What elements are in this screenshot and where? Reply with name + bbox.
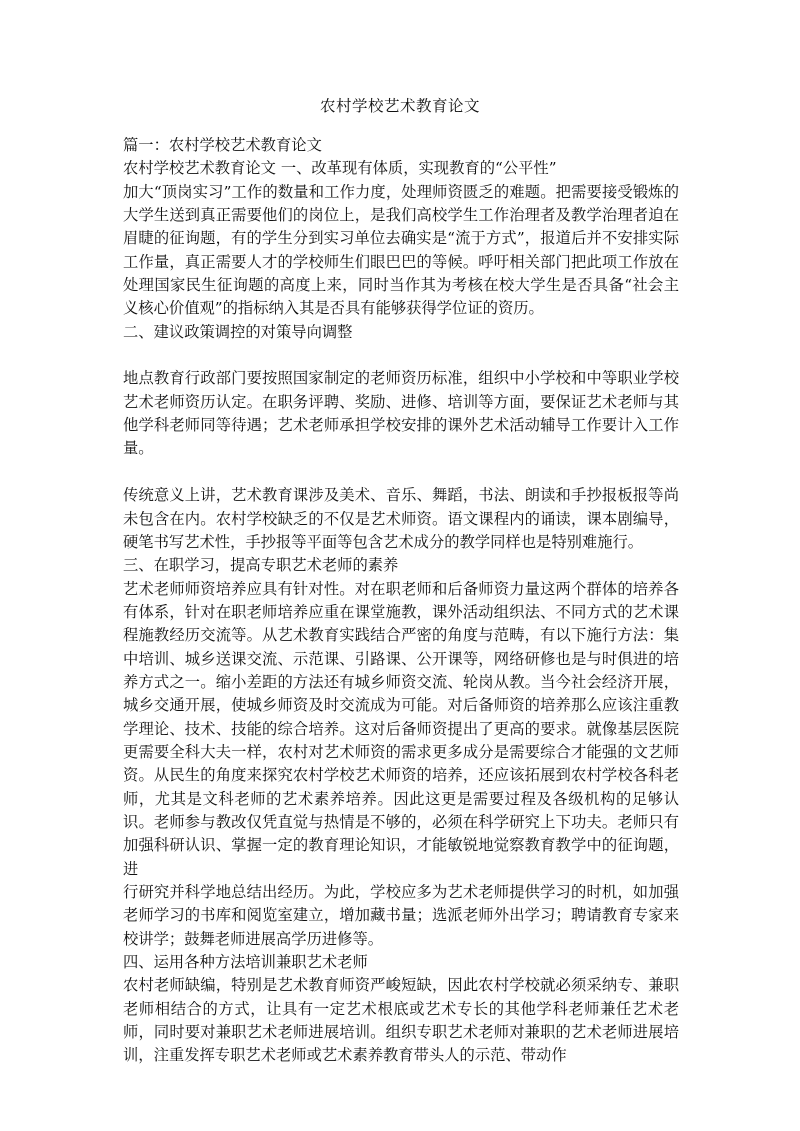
section-heading: 三、在职学习，提高专职艺术老师的素养 <box>123 556 399 575</box>
document-body <box>123 134 679 1068</box>
blank-line <box>123 461 679 484</box>
paragraph: 农村老师缺编，特别是艺术教育师资严峻短缺，因此农村学校就必须采纳专、兼职老师相结合的方式，让具有一定艺术根底或艺术专长的其他学科老师兼任艺术老师，同时要对兼职艺术老师进展培训。组织专职艺术老师对兼职的艺术老师进展培训，注重发挥专职艺术老师或艺术素养教育带头人的示范、带动作 <box>123 976 679 1065</box>
paragraph: 加大“顶岗实习”工作的数量和工作力度，处理师资匮乏的难题。把需要接受锻炼的大学生送到真正需要他们的岗位上，是我们高校学生工作治理者及教学治理者迫在眉睫的征询题，有的学生分到实习单位去确实是“流于方式”，报道后并不安排实际工作量，真正需要人才的学校师生们眼巴巴的等候。呼吁相关部门把此项工作放在处理国家民生征询题的高度上来，同时当作其为考核在校大学生是否具备“社会主义核心价值观”的指标纳入其是否具有能够获得学位证的资历。 <box>123 182 679 318</box>
document-title: 农村学校艺术教育论文 <box>319 97 480 115</box>
paragraph: 艺术老师师资培养应具有针对性。对在职老师和后备师资力量这两个群体的培养各有体系，针对在职老师培养应重在课堂施教，课外活动组织法、不同方式的艺术课程施教经历交流等。从艺术教育实践结合严密的角度与范畴，有以下施行方法：集中培训、城乡送课交流、示范课、引路课、公开课等，网络研修也是与时俱进的培养方式之一。缩小差距的方法还有城乡师资交流、轮岗从教。当今社会经济开展，城乡交通开展，使城乡师资及时交流成为可能。对后备师资的培养那么应该注重教学理论、技术、技能的综合培养。这对后备师资提出了更高的要求。就像基层医院更需要全科大夫一样，农村对艺术师资的需求更多成分是需要综合才能强的文艺师资。从民生的角度来探究农村学校艺术师资的培养，还应该拓展到农村学校各科老师，尤其是文科老师的艺术素养培养。因此这更是需要过程及各级机构的足够认识。老师参与教改仅凭直觉与热情是不够的，必须在科学研究上下功夫。老师只有加强科研认识、掌握一定的教育理论知识，才能敏锐地觉察教育教学中的征询题，进 <box>123 579 679 878</box>
subheading: 农村学校艺术教育论文 一、改革现有体质，实现教育的“公平性” <box>123 159 557 178</box>
paragraph: 行研究并科学地总结出经历。为此，学校应多为艺术老师提供学习的时机，如加强老师学习的书库和阅览室建立，增加藏书量；选派老师外出学习；聘请教育专家来校讲学；鼓舞老师进展高学历进修等。 <box>123 883 679 948</box>
paragraph: 地点教育行政部门要按照国家制定的老师资历标准，组织中小学校和中等职业学校艺术老师资历认定。在职务评聘、奖励、进修、培训等方面，要保证艺术老师与其他学科老师同等待遇；艺术老师承担学校安排的课外艺术活动辅导工作要计入工作量。 <box>123 369 679 458</box>
section-heading: 篇一：农村学校艺术教育论文 <box>123 136 322 154</box>
section-heading: 四、运用各种方法培训兼职艺术老师 <box>123 953 368 972</box>
section-heading: 二、建议政策调控的对策导向调整 <box>123 322 353 341</box>
blank-line <box>123 344 679 367</box>
paragraph: 传统意义上讲，艺术教育课涉及美术、音乐、舞蹈，书法、朗读和手抄报板报等尚未包含在内。农村学校缺乏的不仅是艺术师资。语文课程内的诵读，课本剧编导，硬笔书写艺术性，手抄报等平面等包含艺术成分的教学同样也是特别难施行。 <box>123 486 679 551</box>
